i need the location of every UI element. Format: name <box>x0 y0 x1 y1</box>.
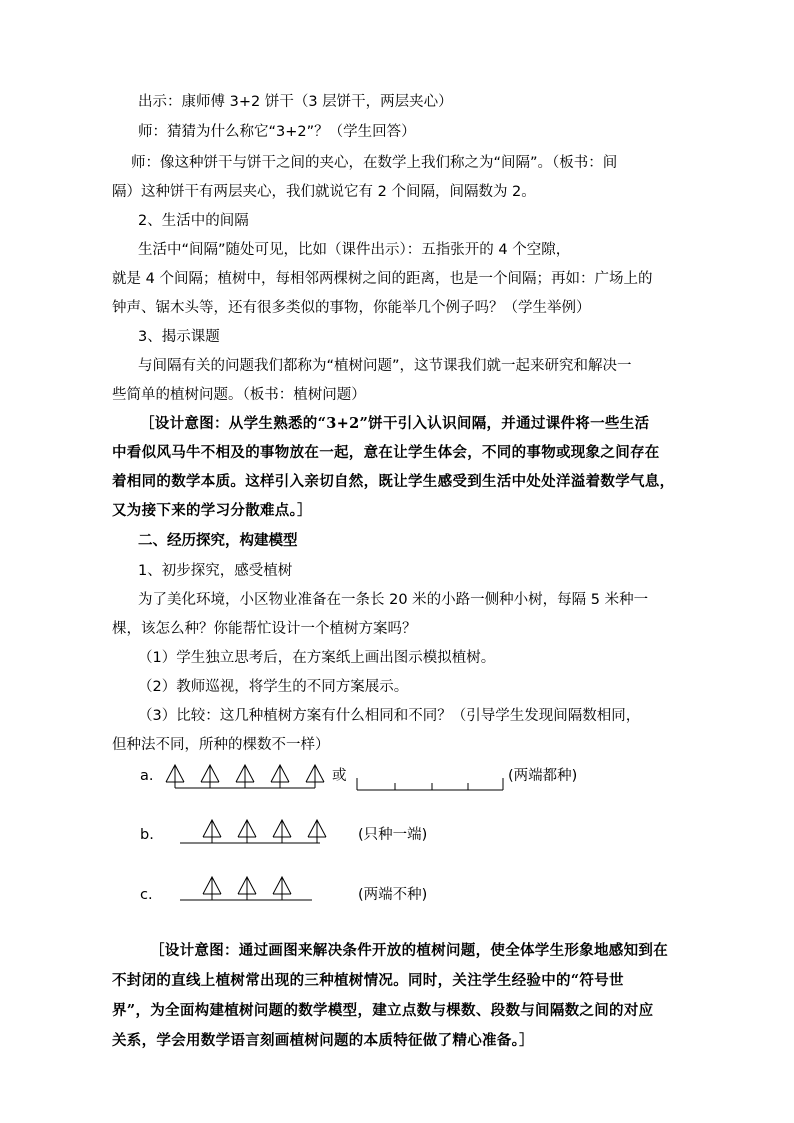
or-text: 或 <box>332 768 347 784</box>
section-heading: 二、经历探究，构建模型 <box>138 533 298 549</box>
text-line: 棵，该怎么种？你能帮忙设计一个植树方案吗？ <box>112 621 417 637</box>
tree-icon <box>238 820 256 843</box>
text-line: 师：像这种饼干与饼干之间的夹心，在数学上我们称之为“间隔”。（板书：间 <box>131 155 618 171</box>
tree-icon <box>166 765 184 788</box>
text-line: （1）学生独立思考后，在方案纸上画出图示模拟植树。 <box>138 650 496 666</box>
tree-icon <box>273 877 291 900</box>
diagram-label-b: b. <box>140 827 154 843</box>
text-line: 与间隔有关的问题我们都称为“植树问题”，这节课我们就一起来研究和解决一 <box>138 358 632 374</box>
diagram-label-a: a. <box>140 768 154 784</box>
text-line: 但种法不同，所种的棵数不一样） <box>112 737 330 753</box>
text-line: 就是 4 个间隔；植树中，每相邻两棵树之间的距离，也是一个间隔；再如：广场上的 <box>112 271 653 287</box>
diagram-label-c: c. <box>140 887 153 903</box>
tree-icon <box>271 765 289 788</box>
tree-icon <box>306 765 324 788</box>
tree-diagram-one-end <box>180 815 330 847</box>
tree-diagram-no-ends <box>180 872 320 904</box>
text-line: 生活中“间隔”随处可见，比如（课件出示）：五指张开的 4 个空隙， <box>138 242 571 258</box>
tree-icon <box>273 820 291 843</box>
section-heading: 3、揭示课题 <box>138 329 220 345</box>
text-line: 隔）这种饼干有两层夹心，我们就说它有 2 个间隔，间隔数为 2。 <box>112 184 536 200</box>
tree-diagram-both-ends <box>160 760 330 792</box>
tree-icon <box>308 820 326 843</box>
section-heading: 2、生活中的间隔 <box>138 213 249 229</box>
design-intent-note: ［设计意图：通过画图来解决条件开放的植树问题，使全体学生形象地感知到在 <box>150 942 668 959</box>
text-line: 为了美化环境，小区物业准备在一条长 20 米的小路一侧种小树，每隔 5 米种一 <box>138 592 649 608</box>
tree-icon <box>201 765 219 788</box>
tree-icon <box>238 877 256 900</box>
segment-diagram <box>355 773 507 795</box>
design-intent-note: 不封闭的直线上植树常出现的三种植树情况。同时，关注学生经验中的“符号世 <box>112 972 624 989</box>
text-line: （3）比较：这几种植树方案有什么相同和不同？（引导学生发现间隔数相同， <box>138 708 641 724</box>
design-intent-note: 又为接下来的学习分散难点。］ <box>112 502 312 519</box>
tree-icon <box>203 820 221 843</box>
tree-icon <box>203 877 221 900</box>
design-intent-note: 界”，为全面构建植树问题的数学模型，建立点数与棵数、段数与间隔数之间的对应 <box>112 1002 654 1019</box>
section-heading: 1、初步探究，感受植树 <box>138 563 293 579</box>
text-line: （2）教师巡视，将学生的不同方案展示。 <box>138 679 409 695</box>
text-line: 钟声、锯木头等，还有很多类似的事物，你能举几个例子吗？（学生举例） <box>112 300 591 316</box>
design-intent-note: ［设计意图：从学生熟悉的“3+2”饼干引入认识间隔，并通过课件将一些生活 <box>140 415 650 432</box>
design-intent-note: 中看似风马牛不相及的事物放在一起，意在让学生体会，不同的事物或现象之间存在 <box>112 444 660 461</box>
design-intent-note: 着相同的数学本质。这样引入亲切自然，既让学生感受到生活中处处洋溢着数学气息， <box>112 473 675 490</box>
text-line: 些简单的植树问题。（板书：植树问题） <box>112 387 366 403</box>
text-line: 师：猜猜为什么称它“3+2”？（学生回答） <box>138 124 416 140</box>
design-intent-note: 关系，学会用数学语言刻画植树问题的本质特征做了精心准备。］ <box>112 1032 534 1049</box>
text-line: 出示：康师傅 3+2 饼干（3 层饼干，两层夹心） <box>138 94 453 110</box>
diagram-note-c: (两端不种) <box>358 887 428 903</box>
diagram-note-a: (两端都种) <box>508 768 578 784</box>
tree-icon <box>236 765 254 788</box>
diagram-note-b: (只种一端) <box>358 827 428 843</box>
